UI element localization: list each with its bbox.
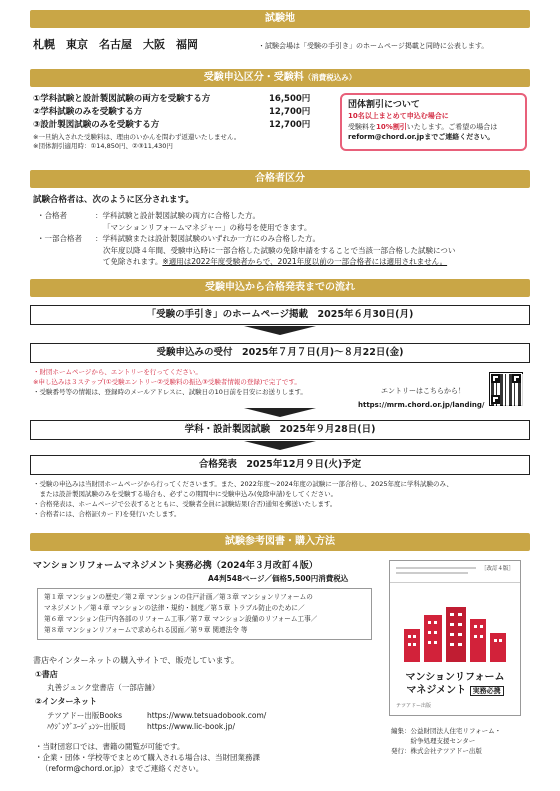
fees-banner [30, 69, 530, 87]
fee-note-2: ※団体割引適用時：①14,850円、②③11,430円 [33, 142, 173, 150]
book-chapters-box [37, 588, 372, 640]
application-note-2: ※申し込みは３ステップ(①受験エントリー②受験料の振込③受験者情報の登録)で完了です。 [33, 378, 301, 386]
books-banner [30, 533, 530, 551]
book-title: マンションリフォームマネジメント実務必携（2024年３月改訂４版） [33, 561, 318, 571]
purchase-note-3: （reform@chord.or.jp）までご連絡ください。 [41, 764, 204, 773]
fee-item-2: ②学科試験のみを受験する方 12,700円 [33, 107, 311, 117]
fee-item-1: ①学科試験と設計製図試験の両方を受験する方 16,500円 [33, 94, 311, 104]
flow-arrow-2 [244, 408, 316, 417]
cover-edition: ［改訂４版］ [480, 566, 514, 572]
flow-arrow-3 [244, 441, 316, 450]
chapters-line-1: 第１章 マンションの歴史／第２章 マンションの住戸計画／第３章 マンションリフォームの [44, 593, 313, 601]
fees-title: 受験申込区分・受験料 [203, 72, 304, 83]
results-note-2: または設計製図試験のみを受験する場合も、必ずこの期間中に受験申込み(免除申請)をしてください。 [33, 490, 338, 498]
credit-editor-2: 紛争処理支援センター [391, 737, 476, 745]
cover-publisher: テツアドー出版 [396, 703, 431, 710]
full-pass-term: ・合格者 [37, 211, 67, 220]
partial-pass-desc-1: ：学科試験または設計製図試験のいずれか一方にのみ合格した方。 [95, 234, 320, 243]
chapters-line-4: 第８章 マンションリフォームで求められる図面／第９章 関連法令 等 [44, 626, 248, 634]
sale-text: 書店やインターネットの購入サイトで、販売しています。 [33, 656, 239, 665]
partial-pass-desc-2: 次年度以降４年間、受験申込時に一部合格した試験の免除申請をすることで当該一部合格した試験につい [103, 245, 456, 255]
venue-banner [30, 10, 530, 28]
store-heading: ①書店 [35, 670, 58, 679]
book-spec: A4判548ページ／価格5,500円消費税込 [208, 574, 349, 583]
cover-title-line-2: マネジメント 実務必携 [390, 684, 520, 698]
credit-editor: 編集：公益財団法人住宅リフォーム・ [391, 727, 502, 735]
cover-header-rule-2 [396, 572, 468, 574]
partial-pass-desc-3: て免除されます。※適用は2022年度受験者からで、2021年度以前の一部合格者には適用されません。 [103, 257, 448, 266]
lic-book-link[interactable]: https://www.lic-book.jp/ [147, 722, 236, 731]
cover-buildings-illustration [400, 607, 512, 662]
book-cover-image [389, 560, 521, 716]
results-note-3: ・合格発表は、ホームページで公表するとともに、受験者全員に試験結果(合否)通知を郵送いたします。 [33, 500, 337, 508]
group-line-3: reform@chord.or.jpまでご連絡ください。 [348, 133, 495, 141]
entry-label: エントリーはこちらから！ [381, 387, 465, 395]
application-note-3: ・受験番号等の情報は、登録時のメールアドレスに、試験日の10日前を目安にお送りします。 [33, 388, 307, 396]
purchase-notes [35, 741, 260, 774]
tetsuado-link[interactable]: https://www.tetsuadobook.com/ [147, 711, 267, 720]
results-note-1: ・受験の申込みは当財団ホームページから行ってくださいます。また、2022年度～2024年度の試験に一部合格し、2025年度に学科試験のみ、 [33, 480, 453, 488]
application-note-1: ・財団ホームページから、エントリーを行ってください。 [33, 368, 202, 376]
flow-arrow-1 [244, 326, 316, 335]
net-item-1: テツアドー出版Books https://www.tetsuadobook.com/ [47, 711, 267, 720]
flow-banner [30, 279, 530, 297]
passers-title: 合格者区分 [255, 173, 305, 184]
chapters-line-2: マネジメント／第４章 マンションの法律・規約・制度／第５章 トラブル防止のために／ [44, 604, 305, 612]
net-heading: ②インターネット [35, 697, 98, 706]
flow-step-exam: 学科・設計製図試験 2025年９月28日(日) [30, 420, 530, 440]
flow-step-results: 合格発表 2025年12月９日(火)予定 [30, 455, 530, 475]
full-pass-desc-1: ：学科試験と設計製図試験の両方に合格した方。 [95, 211, 260, 220]
flow-step-application: 受験申込みの受付 2025年７月７日(月)～８月22日(金) [30, 343, 530, 363]
books-title: 試験参考図書・購入方法 [225, 536, 335, 547]
qr-finder-tr [512, 374, 521, 383]
entry-url-link[interactable]: https://mrm.chord.or.jp/landing/ [358, 401, 485, 409]
cover-header [390, 561, 520, 583]
partial-pass-term: ・一部合格者 [37, 234, 82, 243]
book-credits [391, 726, 501, 756]
flow-step-guide: 「受験の手引き」のホームページ掲載 2025年６月30日(月) [30, 305, 530, 325]
fee-list [33, 93, 310, 132]
fee-item-3: ③設計製図試験のみを受験する方 12,700円 [33, 120, 311, 130]
qr-finder-tl [491, 374, 500, 383]
fee-note-1: ※一旦納入された受験料は、理由のいかんを問わず返還いたしません。 [33, 133, 241, 141]
net-item-2: ﾊｳｼﾞﾝｸﾞｴｰｼﾞｪﾝｼｰ出版局 https://www.lic-book.jp/ [47, 722, 236, 731]
results-note-4: ・合格者には、合格証(カード)を発行いたします。 [33, 510, 181, 518]
application-notes [33, 367, 307, 397]
purchase-note-1: ・当財団窓口では、書籍の閲覧が可能です。 [35, 742, 185, 751]
passers-intro: 試験合格者は、次のように区分されます。 [33, 195, 194, 205]
group-line-1: 10名以上まとめて申込む場合に [348, 112, 449, 120]
store-name: 丸善ジュンク堂書店（一部店舗） [47, 683, 160, 692]
passers-detail [37, 210, 537, 268]
venue-note: ・試験会場は「受験の手引き」のホームページ掲載と同時に公表します。 [258, 42, 489, 50]
flow-title: 受験申込から合格発表までの流れ [205, 282, 355, 293]
venue-title: 試験地 [265, 13, 295, 24]
qr-code-icon[interactable] [489, 372, 523, 406]
results-notes [33, 479, 453, 519]
passers-banner [30, 170, 530, 188]
chapters-line-3: 第６章 マンション住戸内各部のリフォーム工事／第７章 マンション設備のリフォーム工事／ [44, 615, 318, 623]
fees-title-note: （消費税込み） [303, 73, 357, 82]
group-line-2: 受験料を10%割引いたします。ご希望の場合は [348, 122, 498, 131]
net-list [47, 710, 266, 732]
purchase-note-2: ・企業・団体・学校等でまとめて購入される場合は、当財団業務課 [35, 753, 260, 762]
cover-header-rule-1 [396, 567, 476, 569]
cover-title-line-1: マンションリフォーム [405, 672, 505, 683]
group-discount-title: 団体割引について [348, 100, 420, 110]
credit-publisher: 発行：株式会社テツアドー出版 [391, 747, 482, 755]
cover-title [390, 671, 520, 698]
group-discount-box [340, 93, 527, 151]
full-pass-desc-2: 「マンションリフォームマネジャー」の称号を使用できます。 [103, 222, 312, 232]
qr-finder-bl [491, 395, 500, 404]
venue-cities: 札幌 東京 名古屋 大阪 福岡 [33, 38, 198, 51]
